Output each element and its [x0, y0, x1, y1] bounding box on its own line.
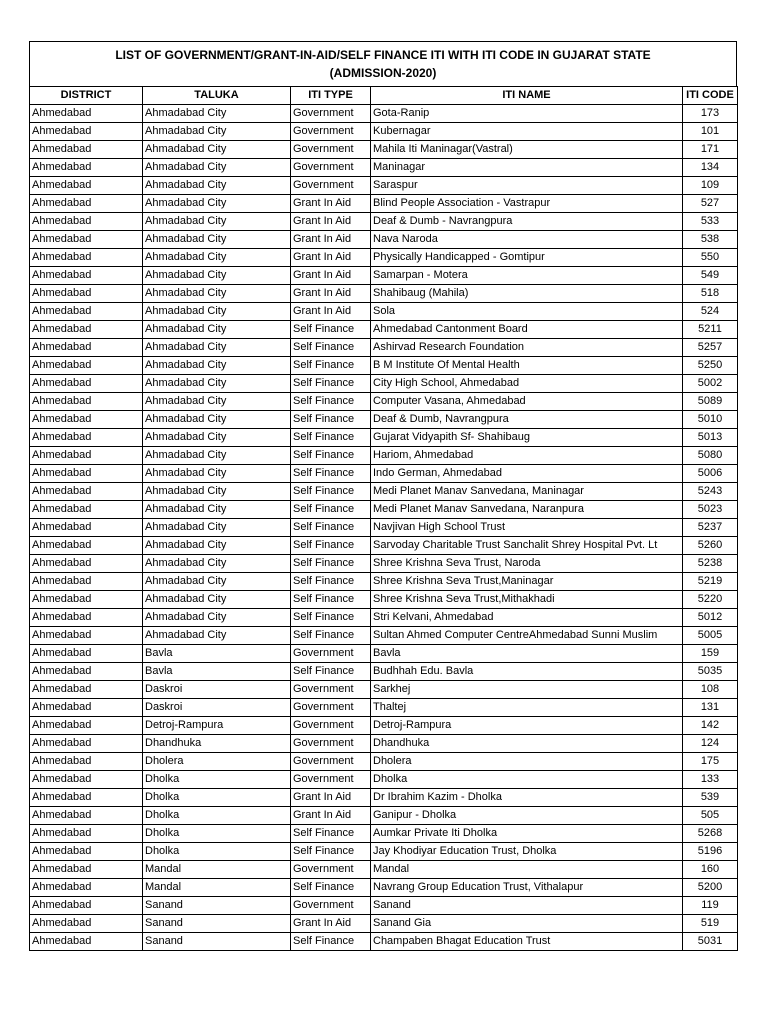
- cell-iti-name: Mahila Iti Maninagar(Vastral): [371, 141, 683, 159]
- cell-district: Ahmedabad: [30, 627, 143, 645]
- cell-iti-name: Stri Kelvani, Ahmedabad: [371, 609, 683, 627]
- header-row: [30, 87, 738, 105]
- cell-iti-name: Blind People Association - Vastrapur: [371, 195, 683, 213]
- cell-iti-code: 5243: [683, 483, 738, 501]
- cell-iti-code: 5268: [683, 825, 738, 843]
- cell-iti-name: Dholera: [371, 753, 683, 771]
- cell-iti-code: 5238: [683, 555, 738, 573]
- cell-district: Ahmedabad: [30, 141, 143, 159]
- cell-iti-name: Maninagar: [371, 159, 683, 177]
- cell-iti-name: Thaltej: [371, 699, 683, 717]
- header-iti-code: ITI CODE: [683, 87, 738, 105]
- cell-iti-type: Government: [291, 141, 371, 159]
- table-row: [30, 663, 738, 681]
- table-row: [30, 897, 738, 915]
- cell-taluka: Sanand: [143, 933, 291, 951]
- table-row: [30, 771, 738, 789]
- cell-iti-code: 5220: [683, 591, 738, 609]
- cell-iti-type: Self Finance: [291, 339, 371, 357]
- cell-iti-type: Grant In Aid: [291, 213, 371, 231]
- cell-district: Ahmedabad: [30, 753, 143, 771]
- table-row: [30, 825, 738, 843]
- cell-taluka: Ahmadabad City: [143, 285, 291, 303]
- cell-district: Ahmedabad: [30, 807, 143, 825]
- cell-district: Ahmedabad: [30, 303, 143, 321]
- cell-iti-name: Ashirvad Research Foundation: [371, 339, 683, 357]
- cell-iti-code: 524: [683, 303, 738, 321]
- cell-iti-code: 108: [683, 681, 738, 699]
- cell-iti-type: Self Finance: [291, 573, 371, 591]
- cell-iti-type: Self Finance: [291, 825, 371, 843]
- table-row: [30, 645, 738, 663]
- table-row: [30, 843, 738, 861]
- table-row: [30, 447, 738, 465]
- cell-district: Ahmedabad: [30, 717, 143, 735]
- table-row: [30, 375, 738, 393]
- cell-taluka: Dholera: [143, 753, 291, 771]
- cell-iti-name: Sarkhej: [371, 681, 683, 699]
- cell-iti-name: Hariom, Ahmedabad: [371, 447, 683, 465]
- cell-iti-code: 109: [683, 177, 738, 195]
- header-iti-type: ITI TYPE: [291, 87, 371, 105]
- cell-taluka: Dholka: [143, 789, 291, 807]
- cell-district: Ahmedabad: [30, 735, 143, 753]
- table-row: [30, 411, 738, 429]
- cell-district: Ahmedabad: [30, 573, 143, 591]
- table-row: [30, 159, 738, 177]
- cell-iti-code: 124: [683, 735, 738, 753]
- header-taluka: TALUKA: [143, 87, 291, 105]
- cell-iti-code: 160: [683, 861, 738, 879]
- title-line-1: LIST OF GOVERNMENT/GRANT-IN-AID/SELF FINANCE ITI WITH ITI CODE IN GUJARAT STATE: [115, 48, 651, 62]
- cell-iti-type: Government: [291, 771, 371, 789]
- cell-district: Ahmedabad: [30, 897, 143, 915]
- cell-iti-code: 133: [683, 771, 738, 789]
- cell-district: Ahmedabad: [30, 789, 143, 807]
- cell-district: Ahmedabad: [30, 825, 143, 843]
- cell-iti-code: 549: [683, 267, 738, 285]
- cell-district: Ahmedabad: [30, 555, 143, 573]
- cell-taluka: Ahmadabad City: [143, 573, 291, 591]
- cell-iti-name: Sola: [371, 303, 683, 321]
- cell-iti-type: Government: [291, 645, 371, 663]
- cell-iti-type: Self Finance: [291, 879, 371, 897]
- cell-iti-type: Government: [291, 897, 371, 915]
- cell-taluka: Ahmadabad City: [143, 555, 291, 573]
- cell-iti-code: 5219: [683, 573, 738, 591]
- cell-iti-code: 5023: [683, 501, 738, 519]
- table-row: [30, 141, 738, 159]
- table-row: [30, 285, 738, 303]
- cell-iti-type: Grant In Aid: [291, 195, 371, 213]
- cell-iti-code: 5257: [683, 339, 738, 357]
- table-row: [30, 879, 738, 897]
- cell-iti-type: Self Finance: [291, 447, 371, 465]
- table-row: [30, 717, 738, 735]
- cell-taluka: Dholka: [143, 843, 291, 861]
- cell-iti-code: 5005: [683, 627, 738, 645]
- table-row: [30, 735, 738, 753]
- cell-taluka: Ahmadabad City: [143, 465, 291, 483]
- table-row: [30, 267, 738, 285]
- cell-iti-name: City High School, Ahmedabad: [371, 375, 683, 393]
- table-row: [30, 789, 738, 807]
- cell-iti-type: Self Finance: [291, 519, 371, 537]
- cell-iti-name: Shree Krishna Seva Trust,Mithakhadi: [371, 591, 683, 609]
- cell-iti-name: Kubernagar: [371, 123, 683, 141]
- cell-iti-code: 175: [683, 753, 738, 771]
- cell-iti-type: Grant In Aid: [291, 789, 371, 807]
- cell-iti-name: Dr Ibrahim Kazim - Dholka: [371, 789, 683, 807]
- cell-iti-type: Self Finance: [291, 465, 371, 483]
- cell-iti-code: 5260: [683, 537, 738, 555]
- cell-iti-code: 5080: [683, 447, 738, 465]
- cell-iti-type: Government: [291, 753, 371, 771]
- cell-iti-type: Self Finance: [291, 663, 371, 681]
- cell-iti-name: Jay Khodiyar Education Trust, Dholka: [371, 843, 683, 861]
- table-row: [30, 483, 738, 501]
- table-row: [30, 339, 738, 357]
- cell-taluka: Ahmadabad City: [143, 375, 291, 393]
- cell-taluka: Ahmadabad City: [143, 501, 291, 519]
- cell-taluka: Dholka: [143, 807, 291, 825]
- cell-taluka: Ahmadabad City: [143, 519, 291, 537]
- cell-iti-type: Grant In Aid: [291, 303, 371, 321]
- cell-iti-name: Sanand Gia: [371, 915, 683, 933]
- cell-iti-name: Physically Handicapped - Gomtipur: [371, 249, 683, 267]
- table-row: [30, 123, 738, 141]
- cell-iti-code: 5250: [683, 357, 738, 375]
- cell-taluka: Daskroi: [143, 681, 291, 699]
- cell-iti-type: Grant In Aid: [291, 249, 371, 267]
- table-row: [30, 231, 738, 249]
- cell-iti-code: 159: [683, 645, 738, 663]
- cell-iti-name: Ahmedabad Cantonment Board: [371, 321, 683, 339]
- table-row: [30, 465, 738, 483]
- table-row: [30, 177, 738, 195]
- table-row: [30, 807, 738, 825]
- cell-taluka: Ahmadabad City: [143, 267, 291, 285]
- cell-iti-type: Self Finance: [291, 843, 371, 861]
- table-row: [30, 861, 738, 879]
- cell-taluka: Detroj-Rampura: [143, 717, 291, 735]
- cell-iti-code: 5196: [683, 843, 738, 861]
- cell-iti-code: 119: [683, 897, 738, 915]
- cell-iti-type: Self Finance: [291, 627, 371, 645]
- table-row: [30, 105, 738, 123]
- cell-iti-code: 533: [683, 213, 738, 231]
- cell-iti-name: Ganipur - Dholka: [371, 807, 683, 825]
- cell-iti-type: Government: [291, 159, 371, 177]
- table-row: [30, 393, 738, 411]
- cell-iti-type: Self Finance: [291, 429, 371, 447]
- cell-taluka: Ahmadabad City: [143, 177, 291, 195]
- table-row: [30, 429, 738, 447]
- sheet-title: [29, 41, 737, 86]
- cell-iti-type: Government: [291, 177, 371, 195]
- cell-iti-type: Self Finance: [291, 537, 371, 555]
- cell-iti-code: 5031: [683, 933, 738, 951]
- table-row: [30, 321, 738, 339]
- cell-district: Ahmedabad: [30, 771, 143, 789]
- cell-taluka: Sanand: [143, 915, 291, 933]
- cell-iti-code: 518: [683, 285, 738, 303]
- cell-taluka: Ahmadabad City: [143, 339, 291, 357]
- header-district: DISTRICT: [30, 87, 143, 105]
- cell-iti-code: 5010: [683, 411, 738, 429]
- cell-iti-code: 5089: [683, 393, 738, 411]
- cell-iti-type: Government: [291, 699, 371, 717]
- cell-iti-name: Navrang Group Education Trust, Vithalapur: [371, 879, 683, 897]
- cell-iti-type: Grant In Aid: [291, 915, 371, 933]
- cell-iti-type: Grant In Aid: [291, 267, 371, 285]
- cell-taluka: Dhandhuka: [143, 735, 291, 753]
- cell-iti-name: Mandal: [371, 861, 683, 879]
- cell-iti-type: Government: [291, 681, 371, 699]
- cell-iti-name: Gota-Ranip: [371, 105, 683, 123]
- cell-iti-name: Aumkar Private Iti Dholka: [371, 825, 683, 843]
- cell-district: Ahmedabad: [30, 177, 143, 195]
- cell-taluka: Ahmadabad City: [143, 321, 291, 339]
- header-iti-name: ITI NAME: [371, 87, 683, 105]
- cell-taluka: Ahmadabad City: [143, 105, 291, 123]
- cell-district: Ahmedabad: [30, 465, 143, 483]
- cell-taluka: Ahmadabad City: [143, 231, 291, 249]
- cell-iti-type: Grant In Aid: [291, 807, 371, 825]
- cell-iti-type: Self Finance: [291, 375, 371, 393]
- cell-iti-code: 519: [683, 915, 738, 933]
- table-row: [30, 555, 738, 573]
- cell-iti-code: 5002: [683, 375, 738, 393]
- cell-taluka: Daskroi: [143, 699, 291, 717]
- cell-taluka: Sanand: [143, 897, 291, 915]
- cell-district: Ahmedabad: [30, 159, 143, 177]
- cell-district: Ahmedabad: [30, 879, 143, 897]
- cell-iti-name: Detroj-Rampura: [371, 717, 683, 735]
- iti-table: [29, 86, 738, 951]
- cell-district: Ahmedabad: [30, 213, 143, 231]
- cell-district: Ahmedabad: [30, 339, 143, 357]
- cell-district: Ahmedabad: [30, 447, 143, 465]
- cell-taluka: Ahmadabad City: [143, 411, 291, 429]
- cell-iti-name: Shree Krishna Seva Trust,Maninagar: [371, 573, 683, 591]
- cell-taluka: Ahmadabad City: [143, 447, 291, 465]
- cell-taluka: Ahmadabad City: [143, 141, 291, 159]
- table-row: [30, 681, 738, 699]
- cell-district: Ahmedabad: [30, 681, 143, 699]
- cell-iti-type: Government: [291, 105, 371, 123]
- table-row: [30, 213, 738, 231]
- cell-iti-code: 5006: [683, 465, 738, 483]
- cell-taluka: Ahmadabad City: [143, 429, 291, 447]
- cell-district: Ahmedabad: [30, 537, 143, 555]
- cell-iti-type: Government: [291, 861, 371, 879]
- cell-iti-name: Sultan Ahmed Computer CentreAhmedabad Sunni Muslim: [371, 627, 683, 645]
- cell-iti-type: Government: [291, 717, 371, 735]
- cell-iti-name: Shahibaug (Mahila): [371, 285, 683, 303]
- table-row: [30, 357, 738, 375]
- table-row: [30, 609, 738, 627]
- cell-district: Ahmedabad: [30, 933, 143, 951]
- cell-iti-code: 134: [683, 159, 738, 177]
- cell-district: Ahmedabad: [30, 843, 143, 861]
- cell-iti-name: Medi Planet Manav Sanvedana, Maninagar: [371, 483, 683, 501]
- cell-district: Ahmedabad: [30, 249, 143, 267]
- cell-iti-name: Dhandhuka: [371, 735, 683, 753]
- cell-iti-type: Government: [291, 735, 371, 753]
- cell-taluka: Bavla: [143, 645, 291, 663]
- cell-district: Ahmedabad: [30, 411, 143, 429]
- cell-iti-type: Self Finance: [291, 555, 371, 573]
- cell-district: Ahmedabad: [30, 483, 143, 501]
- cell-iti-name: Indo German, Ahmedabad: [371, 465, 683, 483]
- cell-district: Ahmedabad: [30, 663, 143, 681]
- cell-district: Ahmedabad: [30, 285, 143, 303]
- cell-iti-code: 505: [683, 807, 738, 825]
- cell-iti-type: Grant In Aid: [291, 285, 371, 303]
- cell-district: Ahmedabad: [30, 591, 143, 609]
- cell-taluka: Dholka: [143, 771, 291, 789]
- cell-iti-code: 131: [683, 699, 738, 717]
- cell-iti-type: Self Finance: [291, 321, 371, 339]
- cell-iti-code: 101: [683, 123, 738, 141]
- cell-iti-type: Self Finance: [291, 609, 371, 627]
- table-row: [30, 303, 738, 321]
- cell-taluka: Ahmadabad City: [143, 195, 291, 213]
- cell-iti-code: 5012: [683, 609, 738, 627]
- cell-iti-type: Government: [291, 123, 371, 141]
- cell-iti-code: 538: [683, 231, 738, 249]
- cell-taluka: Ahmadabad City: [143, 357, 291, 375]
- table-row: [30, 699, 738, 717]
- cell-district: Ahmedabad: [30, 519, 143, 537]
- cell-district: Ahmedabad: [30, 861, 143, 879]
- cell-district: Ahmedabad: [30, 915, 143, 933]
- cell-iti-name: Shree Krishna Seva Trust, Naroda: [371, 555, 683, 573]
- cell-iti-code: 527: [683, 195, 738, 213]
- cell-district: Ahmedabad: [30, 393, 143, 411]
- cell-iti-code: 5013: [683, 429, 738, 447]
- cell-iti-name: Budhhah Edu. Bavla: [371, 663, 683, 681]
- cell-iti-code: 142: [683, 717, 738, 735]
- cell-district: Ahmedabad: [30, 609, 143, 627]
- table-row: [30, 627, 738, 645]
- cell-district: Ahmedabad: [30, 267, 143, 285]
- cell-district: Ahmedabad: [30, 699, 143, 717]
- cell-iti-name: Nava Naroda: [371, 231, 683, 249]
- cell-district: Ahmedabad: [30, 375, 143, 393]
- cell-iti-name: B M Institute Of Mental Health: [371, 357, 683, 375]
- cell-iti-code: 539: [683, 789, 738, 807]
- cell-district: Ahmedabad: [30, 231, 143, 249]
- cell-taluka: Ahmadabad City: [143, 249, 291, 267]
- cell-taluka: Ahmadabad City: [143, 123, 291, 141]
- cell-iti-type: Self Finance: [291, 501, 371, 519]
- cell-taluka: Ahmadabad City: [143, 627, 291, 645]
- cell-district: Ahmedabad: [30, 501, 143, 519]
- table-row: [30, 195, 738, 213]
- table-row: [30, 933, 738, 951]
- cell-iti-name: Gujarat Vidyapith Sf- Shahibaug: [371, 429, 683, 447]
- cell-iti-name: Saraspur: [371, 177, 683, 195]
- cell-iti-name: Sarvoday Charitable Trust Sanchalit Shrey Hospital Pvt. Lt: [371, 537, 683, 555]
- cell-taluka: Ahmadabad City: [143, 537, 291, 555]
- cell-district: Ahmedabad: [30, 195, 143, 213]
- cell-district: Ahmedabad: [30, 123, 143, 141]
- table-row: [30, 591, 738, 609]
- cell-iti-code: 173: [683, 105, 738, 123]
- cell-taluka: Ahmadabad City: [143, 591, 291, 609]
- cell-iti-name: Champaben Bhagat Education Trust: [371, 933, 683, 951]
- cell-iti-type: Self Finance: [291, 591, 371, 609]
- cell-iti-name: Deaf & Dumb, Navrangpura: [371, 411, 683, 429]
- cell-taluka: Mandal: [143, 861, 291, 879]
- cell-district: Ahmedabad: [30, 321, 143, 339]
- table-body: [30, 105, 738, 951]
- table-row: [30, 501, 738, 519]
- iti-list-sheet: [29, 41, 737, 951]
- cell-district: Ahmedabad: [30, 357, 143, 375]
- cell-iti-name: Sanand: [371, 897, 683, 915]
- cell-iti-code: 171: [683, 141, 738, 159]
- cell-iti-code: 5237: [683, 519, 738, 537]
- cell-iti-type: Self Finance: [291, 393, 371, 411]
- cell-iti-type: Self Finance: [291, 483, 371, 501]
- table-row: [30, 537, 738, 555]
- cell-iti-type: Self Finance: [291, 411, 371, 429]
- cell-iti-name: Bavla: [371, 645, 683, 663]
- cell-iti-code: 5200: [683, 879, 738, 897]
- cell-iti-code: 550: [683, 249, 738, 267]
- cell-iti-type: Self Finance: [291, 357, 371, 375]
- cell-district: Ahmedabad: [30, 429, 143, 447]
- cell-taluka: Ahmadabad City: [143, 159, 291, 177]
- cell-taluka: Mandal: [143, 879, 291, 897]
- table-row: [30, 753, 738, 771]
- cell-iti-name: Computer Vasana, Ahmedabad: [371, 393, 683, 411]
- cell-district: Ahmedabad: [30, 105, 143, 123]
- cell-iti-name: Deaf & Dumb - Navrangpura: [371, 213, 683, 231]
- table-row: [30, 915, 738, 933]
- title-line-2: (ADMISSION-2020): [329, 66, 437, 80]
- cell-iti-name: Medi Planet Manav Sanvedana, Naranpura: [371, 501, 683, 519]
- cell-iti-type: Grant In Aid: [291, 231, 371, 249]
- table-row: [30, 519, 738, 537]
- cell-iti-name: Samarpan - Motera: [371, 267, 683, 285]
- cell-iti-type: Self Finance: [291, 933, 371, 951]
- cell-district: Ahmedabad: [30, 645, 143, 663]
- cell-taluka: Dholka: [143, 825, 291, 843]
- cell-iti-name: Navjivan High School Trust: [371, 519, 683, 537]
- cell-iti-code: 5211: [683, 321, 738, 339]
- cell-taluka: Ahmadabad City: [143, 483, 291, 501]
- cell-iti-code: 5035: [683, 663, 738, 681]
- cell-taluka: Ahmadabad City: [143, 303, 291, 321]
- cell-taluka: Ahmadabad City: [143, 393, 291, 411]
- table-row: [30, 249, 738, 267]
- table-row: [30, 573, 738, 591]
- cell-taluka: Ahmadabad City: [143, 213, 291, 231]
- cell-taluka: Bavla: [143, 663, 291, 681]
- cell-taluka: Ahmadabad City: [143, 609, 291, 627]
- cell-iti-name: Dholka: [371, 771, 683, 789]
